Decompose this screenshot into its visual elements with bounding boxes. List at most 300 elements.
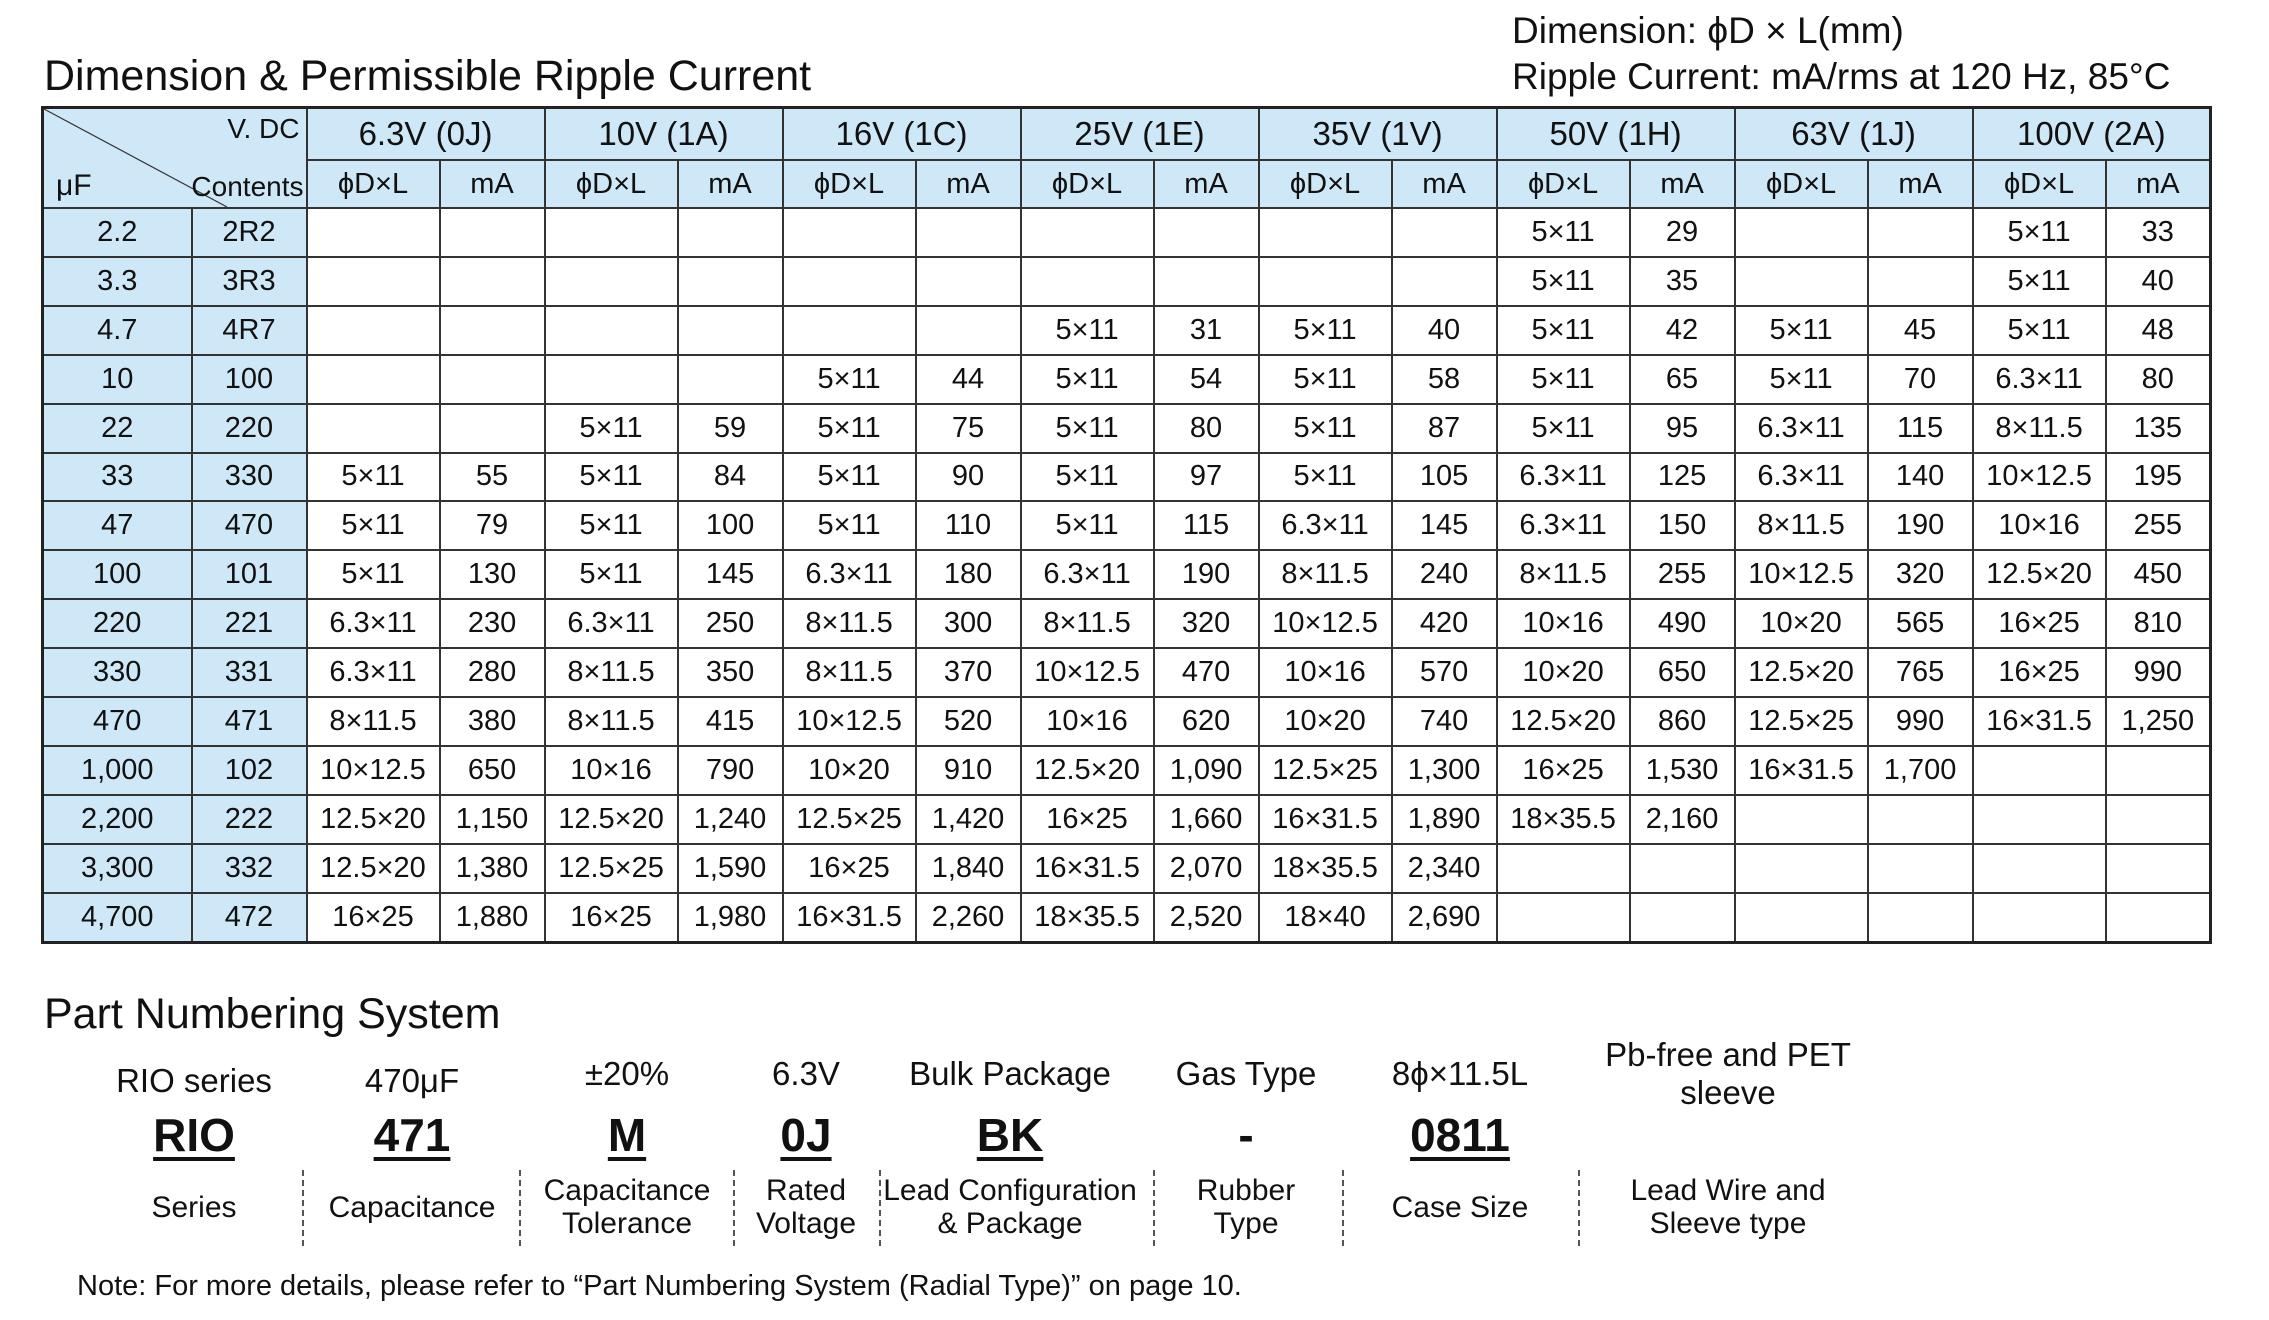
dimension-cell: 10×16 [1021,697,1154,746]
dimension-subheader: ϕD×L [1497,160,1630,208]
segment-separator [1342,1170,1344,1246]
dimension-cell: 6.3×11 [545,599,678,648]
ripple-cell: 58 [1392,355,1497,404]
dimension-cell: 12.5×20 [307,795,440,844]
ripple-cell: 420 [1392,599,1497,648]
segment-description [507,1174,747,1240]
voltage-header: 16V (1C) [783,108,1021,161]
segment-example-line: sleeve [1680,1074,1776,1111]
contents-code-cell: 472 [192,893,307,943]
ripple-cell: 240 [1392,550,1497,599]
dimension-cell: 12.5×20 [545,795,678,844]
dimension-cell: 16×31.5 [1973,697,2106,746]
contents-code-cell: 222 [192,795,307,844]
ripple-subheader: mA [1868,160,1973,208]
part-number-segment [1345,0,1575,1320]
ripple-cell: 140 [1868,453,1973,502]
ripple-cell [2106,844,2211,893]
ripple-cell: 990 [1868,697,1973,746]
ripple-cell: 80 [1154,404,1259,453]
capacitance-cell: 47 [43,501,192,550]
dimension-cell: 5×11 [307,501,440,550]
ripple-cell: 105 [1392,453,1497,502]
dimension-cell: 18×35.5 [1021,893,1154,943]
segment-description-line: Tolerance [561,1207,693,1240]
ripple-cell: 1,980 [678,893,783,943]
ripple-cell: 1,700 [1868,746,1973,795]
capacitance-cell: 330 [43,648,192,697]
dimension-cell: 12.5×20 [1735,648,1868,697]
ripple-cell: 130 [440,550,545,599]
capacitance-cell: 22 [43,404,192,453]
section-title-part-numbering: Part Numbering System [44,990,501,1038]
dimension-cell: 16×31.5 [1259,795,1392,844]
dimension-subheader: ϕD×L [307,160,440,208]
dimension-cell: 5×11 [1973,257,2106,306]
voltage-header: 100V (2A) [1973,108,2211,161]
dimension-cell: 5×11 [307,453,440,502]
dimension-cell [1973,893,2106,943]
dimension-cell: 5×11 [1021,453,1154,502]
segment-description [1156,1174,1336,1240]
segment-description [1345,1191,1575,1224]
contents-code-cell: 471 [192,697,307,746]
ripple-subheader: mA [1154,160,1259,208]
ripple-cell: 84 [678,453,783,502]
segment-description-line: Capacitance [543,1174,711,1207]
ripple-cell: 370 [916,648,1021,697]
ripple-cell [1868,893,1973,943]
capacitance-cell: 220 [43,599,192,648]
dimension-cell: 16×25 [1497,746,1630,795]
dimension-cell: 5×11 [1021,306,1154,355]
dimension-cell [1973,795,2106,844]
ripple-cell: 35 [1630,257,1735,306]
dimension-cell: 8×11.5 [1735,501,1868,550]
contents-code-cell: 2R2 [192,208,307,257]
dimension-cell: 10×12.5 [307,746,440,795]
dimension-cell: 18×35.5 [1259,844,1392,893]
ripple-cell: 1,380 [440,844,545,893]
ripple-cell: 2,690 [1392,893,1497,943]
segment-example: 6.3V [772,1055,840,1092]
segment-separator [879,1170,881,1246]
ripple-cell: 810 [2106,599,2211,648]
ripple-cell: 2,520 [1154,893,1259,943]
section-title-dimension: Dimension & Permissible Ripple Current [44,52,812,100]
dimension-cell: 5×11 [1735,355,1868,404]
dimension-cell: 18×35.5 [1497,795,1630,844]
ripple-cell: 415 [678,697,783,746]
ripple-cell: 450 [2106,550,2211,599]
dimension-cell: 16×25 [1973,599,2106,648]
ripple-cell: 48 [2106,306,2211,355]
ripple-cell: 2,340 [1392,844,1497,893]
capacitance-cell: 4,700 [43,893,192,943]
capacitance-cell: 2,200 [43,795,192,844]
dimension-cell [1973,746,2106,795]
dimension-cell: 10×16 [1259,648,1392,697]
dimension-subheader: ϕD×L [1021,160,1154,208]
segment-example: 470μF [364,1062,460,1099]
contents-label: Contents [191,171,304,202]
ripple-cell: 70 [1868,355,1973,404]
dimension-cell: 8×11.5 [1021,599,1154,648]
ripple-cell: 250 [678,599,783,648]
voltage-header: 35V (1V) [1259,108,1497,161]
ripple-cell: 320 [1154,599,1259,648]
contents-code-cell: 330 [192,453,307,502]
contents-code-cell: 4R7 [192,306,307,355]
ripple-cell: 87 [1392,404,1497,453]
segment-description-line: Lead Wire and [1630,1174,1826,1207]
ripple-cell [1868,257,1973,306]
segment-description [74,1191,314,1224]
segment-example: Gas Type [1175,1055,1317,1092]
contents-code-cell: 100 [192,355,307,404]
ripple-cell: 42 [1630,306,1735,355]
dimension-cell: 10×12.5 [1259,599,1392,648]
dimension-cell: 16×31.5 [1021,844,1154,893]
dimension-cell: 10×12.5 [1973,453,2106,502]
dimension-cell: 5×11 [545,404,678,453]
capacitance-cell: 470 [43,697,192,746]
dimension-cell: 5×11 [1021,355,1154,404]
segment-description [1578,1174,1878,1240]
segment-description [297,1191,527,1224]
ripple-cell: 44 [916,355,1021,404]
dimension-cell: 6.3×11 [783,550,916,599]
ripple-cell [1868,208,1973,257]
dimension-cell: 12.5×25 [1735,697,1868,746]
ripple-subheader: mA [678,160,783,208]
ripple-cell: 125 [1630,453,1735,502]
capacitance-cell: 1,000 [43,746,192,795]
segment-description-line: Voltage [755,1207,857,1240]
voltage-header: 63V (1J) [1735,108,1973,161]
dimension-cell: 16×25 [545,893,678,943]
ripple-cell: 65 [1630,355,1735,404]
dimension-cell: 8×11.5 [545,697,678,746]
dimension-cell: 6.3×11 [1735,453,1868,502]
dimension-cell: 8×11.5 [1259,550,1392,599]
ripple-cell: 650 [1630,648,1735,697]
dimension-cell: 12.5×20 [1021,746,1154,795]
ripple-cell: 765 [1868,648,1973,697]
segment-code: 0J [780,1109,832,1161]
dimension-cell: 6.3×11 [1497,453,1630,502]
ripple-cell: 255 [2106,501,2211,550]
segment-example: Bulk Package [909,1055,1111,1092]
dimension-cell: 5×11 [1021,404,1154,453]
ripple-cell: 31 [1154,306,1259,355]
segment-example: RIO series [116,1062,272,1099]
ripple-cell: 195 [2106,453,2211,502]
ripple-cell: 350 [678,648,783,697]
part-number-segment [74,0,314,1320]
dimension-cell: 10×20 [1259,697,1392,746]
ripple-cell: 1,840 [916,844,1021,893]
ripple-cell: 90 [916,453,1021,502]
part-number-segment [297,0,527,1320]
ripple-cell: 1,880 [440,893,545,943]
dimension-cell: 5×11 [783,501,916,550]
voltage-header: 6.3V (0J) [307,108,545,161]
contents-code-cell: 470 [192,501,307,550]
ripple-cell: 565 [1868,599,1973,648]
ripple-cell: 1,300 [1392,746,1497,795]
ripple-subheader: mA [440,160,545,208]
contents-code-cell: 102 [192,746,307,795]
ripple-cell: 80 [2106,355,2211,404]
ripple-cell: 115 [1868,404,1973,453]
uf-label: μF [56,169,92,202]
ripple-cell: 1,660 [1154,795,1259,844]
ripple-cell: 490 [1630,599,1735,648]
dimension-cell: 10×20 [1735,599,1868,648]
ripple-cell: 910 [916,746,1021,795]
segment-code: 471 [373,1109,451,1161]
segment-description-line: Type [1213,1207,1279,1240]
dimension-cell: 5×11 [1497,355,1630,404]
part-number-segment [860,0,1160,1320]
capacitance-cell: 4.7 [43,306,192,355]
segment-description-line: & Package [937,1207,1083,1240]
segment-description [860,1174,1160,1240]
dimension-cell: 5×11 [1497,306,1630,355]
contents-code-cell: 332 [192,844,307,893]
ripple-cell: 110 [916,501,1021,550]
ripple-cell: 650 [440,746,545,795]
capacitance-cell: 3,300 [43,844,192,893]
capacitance-cell: 2.2 [43,208,192,257]
dimension-cell: 16×25 [783,844,916,893]
ripple-cell: 190 [1868,501,1973,550]
ripple-cell: 860 [1630,697,1735,746]
dimension-cell: 10×16 [545,746,678,795]
ripple-subheader: mA [1630,160,1735,208]
ripple-cell [1868,844,1973,893]
segment-separator [1153,1170,1155,1246]
dimension-cell: 6.3×11 [1497,501,1630,550]
dimension-cell: 6.3×11 [1973,355,2106,404]
ripple-cell: 135 [2106,404,2211,453]
ripple-cell: 59 [678,404,783,453]
segment-code: - [1238,1109,1254,1161]
dimension-cell: 8×11.5 [783,599,916,648]
dimension-cell: 12.5×20 [307,844,440,893]
segment-code: BK [976,1109,1044,1161]
ripple-cell: 230 [440,599,545,648]
dimension-cell: 12.5×20 [1497,697,1630,746]
segment-description-line: Series [151,1191,237,1224]
dimension-cell: 5×11 [1973,208,2106,257]
dimension-cell: 12.5×25 [545,844,678,893]
dimension-cell: 16×25 [1973,648,2106,697]
ripple-cell: 2,260 [916,893,1021,943]
ripple-subheader: mA [1392,160,1497,208]
ripple-subheader: mA [2106,160,2211,208]
segment-code: 0811 [1410,1109,1510,1161]
ripple-cell: 320 [1868,550,1973,599]
ripple-cell: 570 [1392,648,1497,697]
ripple-cell [2106,795,2211,844]
ripple-cell: 40 [2106,257,2211,306]
contents-code-cell: 221 [192,599,307,648]
ripple-cell: 95 [1630,404,1735,453]
dimension-subheader: ϕD×L [1259,160,1392,208]
contents-code-cell: 101 [192,550,307,599]
segment-example: ±20% [584,1055,670,1092]
part-number-segment [1156,0,1336,1320]
dimension-cell: 5×11 [783,453,916,502]
ripple-subheader: mA [916,160,1021,208]
dimension-cell: 5×11 [545,501,678,550]
ripple-cell: 520 [916,697,1021,746]
voltage-header: 25V (1E) [1021,108,1259,161]
capacitance-cell: 10 [43,355,192,404]
ripple-cell: 145 [678,550,783,599]
ripple-cell: 190 [1154,550,1259,599]
dimension-cell: 5×11 [1497,404,1630,453]
dimension-cell: 10×12.5 [783,697,916,746]
segment-separator [1578,1170,1580,1246]
ripple-cell: 280 [440,648,545,697]
dimension-cell: 8×11.5 [1497,550,1630,599]
dimension-subheader: ϕD×L [783,160,916,208]
ripple-cell: 1,590 [678,844,783,893]
ripple-cell: 145 [1392,501,1497,550]
dimension-note: Dimension: ϕD × L(mm) [1512,10,1904,51]
ripple-cell: 1,250 [2106,697,2211,746]
ripple-cell: 1,890 [1392,795,1497,844]
ripple-cell: 2,070 [1154,844,1259,893]
ripple-cell: 1,420 [916,795,1021,844]
segment-code: RIO [153,1109,235,1161]
ripple-cell: 75 [916,404,1021,453]
dimension-cell: 10×12.5 [1021,648,1154,697]
dimension-cell: 10×12.5 [1735,550,1868,599]
dimension-cell: 8×11.5 [783,648,916,697]
dimension-cell: 16×25 [307,893,440,943]
segment-example: 8ϕ×11.5L [1391,1055,1529,1092]
dimension-cell: 5×11 [1259,355,1392,404]
segment-example [1578,1036,1878,1112]
dimension-cell: 12.5×20 [1973,550,2106,599]
ripple-cell: 97 [1154,453,1259,502]
contents-code-cell: 220 [192,404,307,453]
segment-separator [302,1170,304,1246]
dimension-cell: 6.3×11 [1021,550,1154,599]
dimension-cell: 5×11 [1735,306,1868,355]
dimension-cell: 18×40 [1259,893,1392,943]
dimension-cell: 5×11 [783,355,916,404]
segment-description-line: Lead Configuration [883,1174,1137,1207]
segment-code: M [607,1109,647,1161]
dimension-cell: 10×20 [1497,648,1630,697]
segment-description-line: Case Size [1391,1191,1529,1224]
part-number-segment [507,0,747,1320]
ripple-cell: 1,240 [678,795,783,844]
dimension-cell: 5×11 [1973,306,2106,355]
voltage-header: 10V (1A) [545,108,783,161]
segment-separator [519,1170,521,1246]
dimension-cell: 12.5×25 [1259,746,1392,795]
dimension-cell: 16×25 [1021,795,1154,844]
dimension-cell: 8×11.5 [307,697,440,746]
ripple-cell: 790 [678,746,783,795]
dimension-cell: 10×16 [1973,501,2106,550]
ripple-cell: 180 [916,550,1021,599]
ripple-cell: 470 [1154,648,1259,697]
dimension-cell: 8×11.5 [545,648,678,697]
footnote: Note: For more details, please refer to “Part Numbering System (Radial Type)” on page 10. [77,1270,1242,1302]
ripple-cell: 40 [1392,306,1497,355]
dimension-cell: 10×16 [1497,599,1630,648]
dimension-cell: 10×20 [783,746,916,795]
segment-description-line: Rubber [1196,1174,1296,1207]
ripple-cell: 740 [1392,697,1497,746]
voltage-header: 50V (1H) [1497,108,1735,161]
ripple-cell: 29 [1630,208,1735,257]
ripple-cell: 150 [1630,501,1735,550]
segment-description-line: Sleeve type [1649,1207,1807,1240]
dimension-cell: 12.5×25 [783,795,916,844]
dimension-cell: 5×11 [307,550,440,599]
ripple-cell: 1,150 [440,795,545,844]
ripple-cell: 54 [1154,355,1259,404]
dimension-subheader: ϕD×L [1973,160,2106,208]
ripple-cell: 2,160 [1630,795,1735,844]
dimension-subheader: ϕD×L [545,160,678,208]
dimension-cell: 5×11 [1021,501,1154,550]
ripple-cell [1868,795,1973,844]
dimension-cell: 6.3×11 [307,599,440,648]
dimension-cell: 5×11 [545,550,678,599]
segment-description-line: Capacitance [328,1191,496,1224]
ripple-cell: 300 [916,599,1021,648]
contents-code-cell: 331 [192,648,307,697]
dimension-cell: 5×11 [783,404,916,453]
ripple-cell: 55 [440,453,545,502]
dimension-cell: 5×11 [1259,453,1392,502]
ripple-cell: 620 [1154,697,1259,746]
capacitance-cell: 33 [43,453,192,502]
part-number-segment [1578,0,1878,1320]
dimension-cell: 5×11 [1497,208,1630,257]
ripple-cell: 380 [440,697,545,746]
dimension-cell: 5×11 [1497,257,1630,306]
dimension-cell: 6.3×11 [1735,404,1868,453]
dimension-cell: 16×31.5 [1735,746,1868,795]
ripple-cell: 1,090 [1154,746,1259,795]
ripple-cell: 1,530 [1630,746,1735,795]
ripple-cell: 100 [678,501,783,550]
ripple-cell: 990 [2106,648,2211,697]
ripple-cell: 255 [1630,550,1735,599]
ripple-cell: 79 [440,501,545,550]
ripple-cell: 45 [1868,306,1973,355]
ripple-current-note: Ripple Current: mA/rms at 120 Hz, 85°C [1512,56,2171,97]
contents-code-cell: 3R3 [192,257,307,306]
segment-separator [733,1170,735,1246]
ripple-cell [2106,746,2211,795]
dimension-cell: 5×11 [545,453,678,502]
dimension-cell: 16×31.5 [783,893,916,943]
dimension-cell: 6.3×11 [1259,501,1392,550]
segment-description-line: Rated [765,1174,847,1207]
dimension-cell: 5×11 [1259,404,1392,453]
